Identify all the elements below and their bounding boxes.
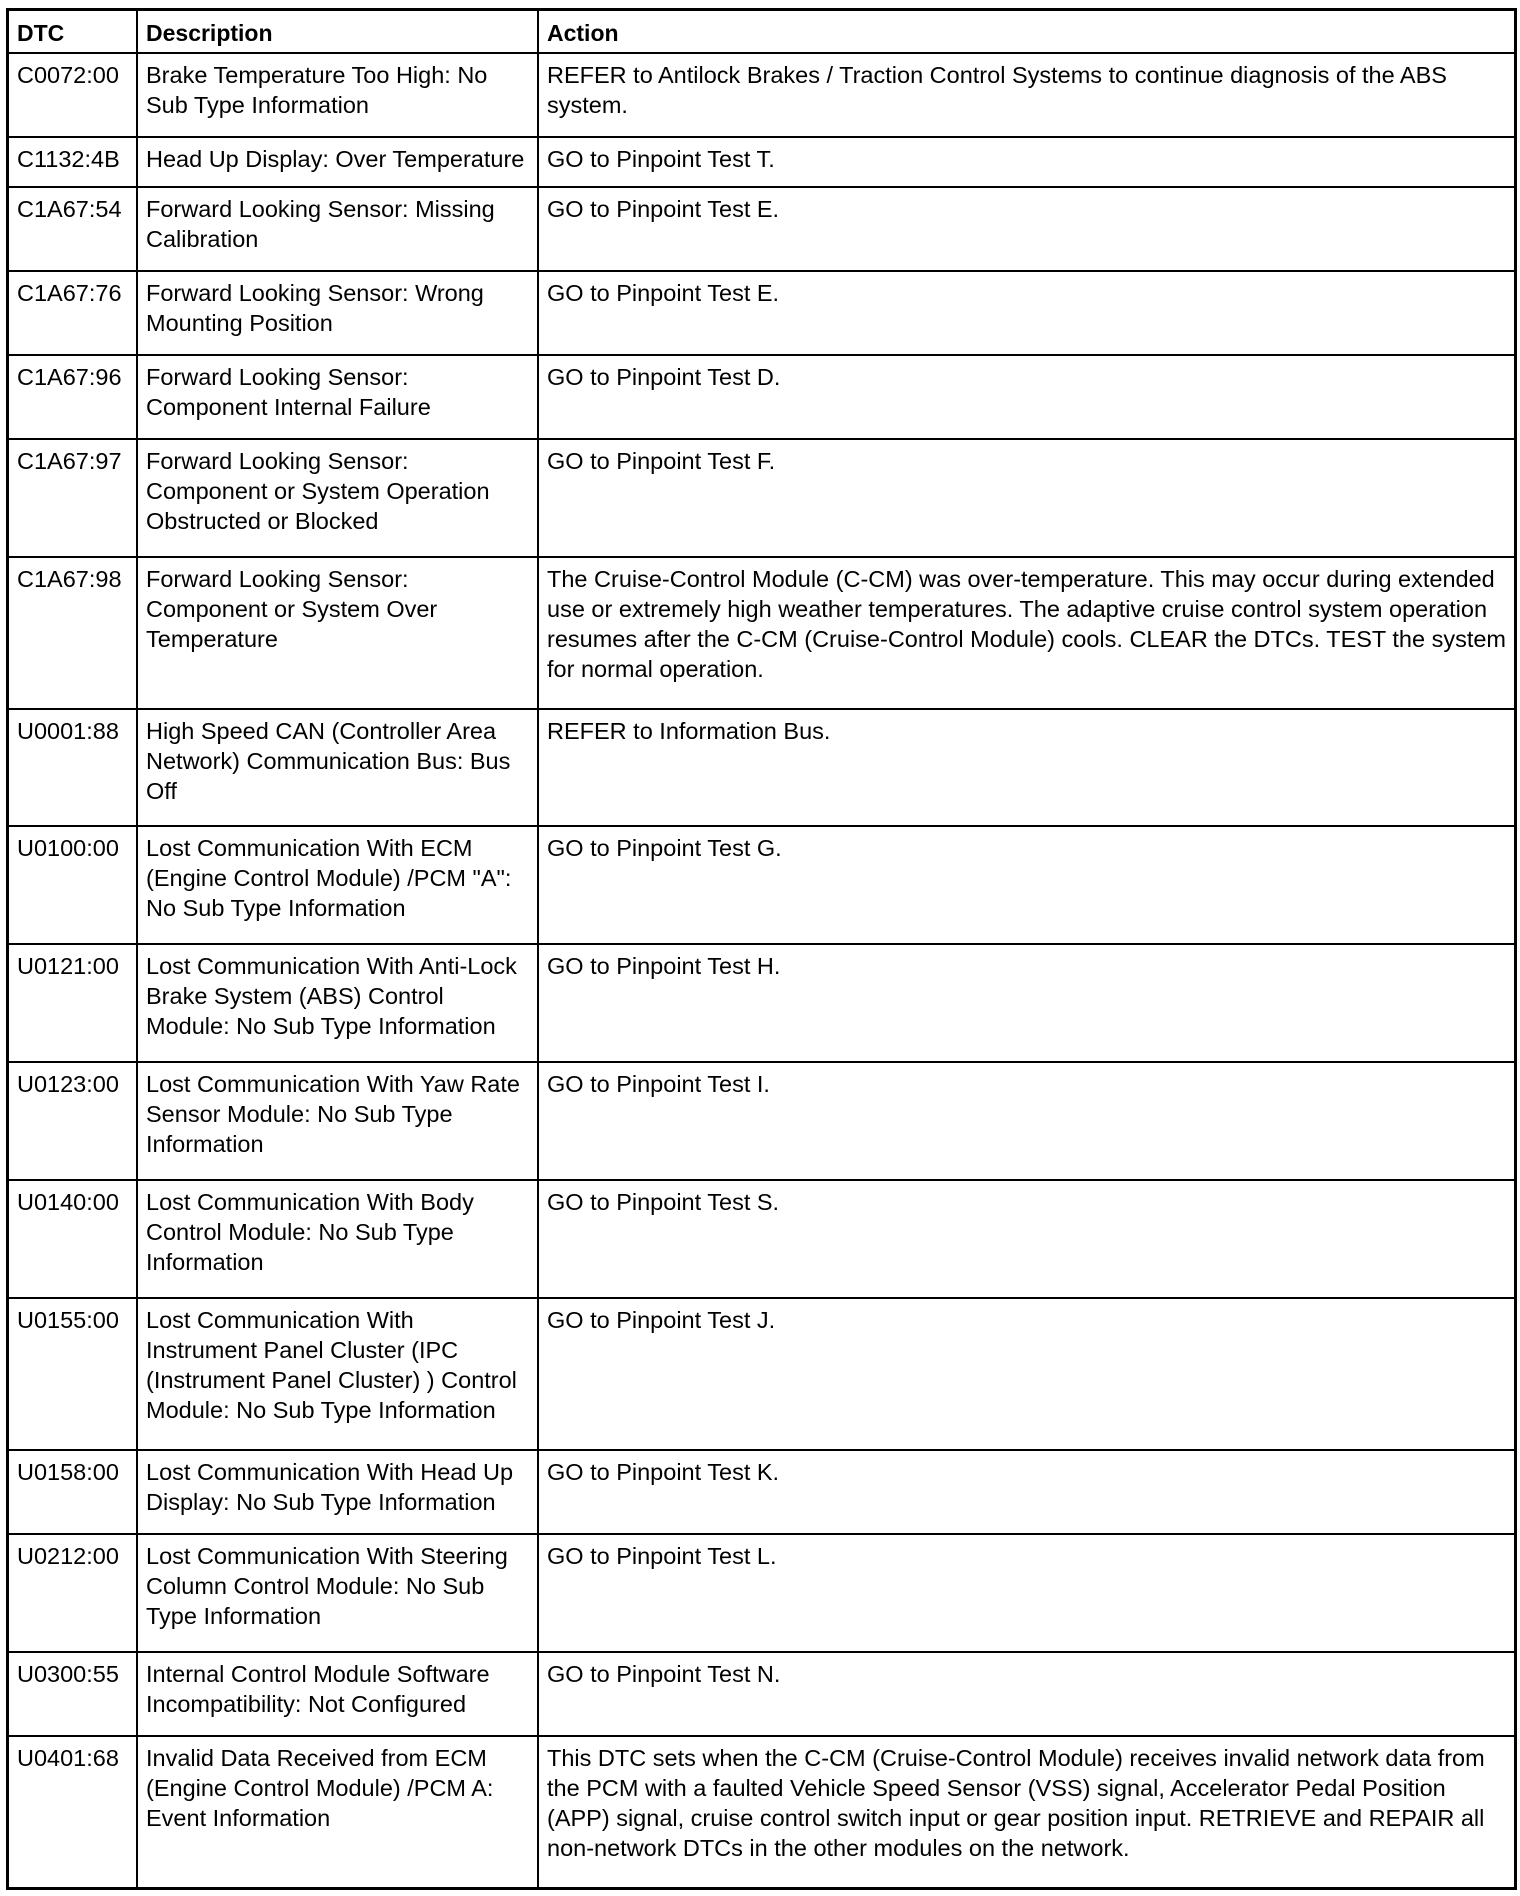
action-cell: GO to Pinpoint Test K.: [538, 1450, 1514, 1534]
table-row: [9, 709, 1514, 827]
action-cell: GO to Pinpoint Test S.: [538, 1180, 1514, 1298]
dtc-code-cell: U0121:00: [9, 944, 137, 1062]
description-cell: Lost Communication With Steering Column Control Module: No Sub Type Information: [137, 1534, 538, 1652]
action-cell: GO to Pinpoint Test H.: [538, 944, 1514, 1062]
dtc-code-cell: U0158:00: [9, 1450, 137, 1534]
action-cell: REFER to Antilock Brakes / Traction Control Systems to continue diagnosis of the ABS system.: [538, 53, 1514, 137]
dtc-code-cell: U0212:00: [9, 1534, 137, 1652]
table-row: [9, 944, 1514, 1062]
table-row: [9, 1736, 1514, 1887]
column-header-action: Action: [538, 11, 1514, 53]
description-cell: Invalid Data Received from ECM (Engine Control Module) /PCM A: Event Information: [137, 1736, 538, 1887]
action-cell: This DTC sets when the C-CM (Cruise-Control Module) receives invalid network data from the PCM with a faulted Vehicle Speed Sensor (VSS) signal, Accelerator Pedal Position (APP) signal, cruise control switch input or gear position input. RETRIEVE and REPAIR all non-network DTCs in the other modules on the network.: [538, 1736, 1514, 1887]
dtc-code-cell: C1A67:76: [9, 271, 137, 355]
description-cell: Brake Temperature Too High: No Sub Type Information: [137, 53, 538, 137]
dtc-table-frame: [6, 8, 1517, 1890]
dtc-code-cell: U0100:00: [9, 826, 137, 944]
table-row: [9, 355, 1514, 439]
dtc-code-cell: U0401:68: [9, 1736, 137, 1887]
action-cell: GO to Pinpoint Test I.: [538, 1062, 1514, 1180]
description-cell: Head Up Display: Over Temperature: [137, 137, 538, 187]
column-header-dtc: DTC: [9, 11, 137, 53]
action-cell: GO to Pinpoint Test F.: [538, 439, 1514, 557]
table-row: [9, 826, 1514, 944]
table-row: [9, 557, 1514, 709]
dtc-code-cell: U0155:00: [9, 1298, 137, 1450]
description-cell: Forward Looking Sensor: Component Internal Failure: [137, 355, 538, 439]
table-row: [9, 1534, 1514, 1652]
description-cell: Lost Communication With Anti-Lock Brake System (ABS) Control Module: No Sub Type Information: [137, 944, 538, 1062]
action-cell: The Cruise-Control Module (C-CM) was over-temperature. This may occur during extended use or extremely high weather temperatures. The adaptive cruise control system operation resumes after the C-CM (Cruise-Control Module) cools. CLEAR the DTCs. TEST the system for normal operation.: [538, 557, 1514, 709]
dtc-code-cell: C1A67:54: [9, 187, 137, 271]
action-cell: GO to Pinpoint Test E.: [538, 187, 1514, 271]
action-cell: REFER to Information Bus.: [538, 709, 1514, 827]
table-row: [9, 1652, 1514, 1736]
description-cell: High Speed CAN (Controller Area Network) Communication Bus: Bus Off: [137, 709, 538, 827]
description-cell: Lost Communication With Body Control Module: No Sub Type Information: [137, 1180, 538, 1298]
dtc-code-cell: C1A67:97: [9, 439, 137, 557]
description-cell: Forward Looking Sensor: Wrong Mounting Position: [137, 271, 538, 355]
description-cell: Forward Looking Sensor: Component or System Over Temperature: [137, 557, 538, 709]
action-cell: GO to Pinpoint Test N.: [538, 1652, 1514, 1736]
action-cell: GO to Pinpoint Test E.: [538, 271, 1514, 355]
table-row: [9, 271, 1514, 355]
action-cell: GO to Pinpoint Test D.: [538, 355, 1514, 439]
description-cell: Internal Control Module Software Incompatibility: Not Configured: [137, 1652, 538, 1736]
action-cell: GO to Pinpoint Test J.: [538, 1298, 1514, 1450]
table-row: [9, 1062, 1514, 1180]
description-cell: Lost Communication With Instrument Panel Cluster (IPC (Instrument Panel Cluster) ) Control Module: No Sub Type Information: [137, 1298, 538, 1450]
description-cell: Lost Communication With Yaw Rate Sensor Module: No Sub Type Information: [137, 1062, 538, 1180]
description-cell: Forward Looking Sensor: Component or System Operation Obstructed or Blocked: [137, 439, 538, 557]
dtc-table: [9, 11, 1514, 1887]
dtc-code-cell: U0001:88: [9, 709, 137, 827]
action-cell: GO to Pinpoint Test L.: [538, 1534, 1514, 1652]
action-cell: GO to Pinpoint Test T.: [538, 137, 1514, 187]
dtc-code-cell: C1132:4B: [9, 137, 137, 187]
table-row: [9, 439, 1514, 557]
action-cell: GO to Pinpoint Test G.: [538, 826, 1514, 944]
description-cell: Lost Communication With Head Up Display: No Sub Type Information: [137, 1450, 538, 1534]
dtc-code-cell: C1A67:98: [9, 557, 137, 709]
description-cell: Lost Communication With ECM (Engine Control Module) /PCM "A": No Sub Type Information: [137, 826, 538, 944]
dtc-code-cell: U0140:00: [9, 1180, 137, 1298]
table-row: [9, 53, 1514, 137]
table-row: [9, 187, 1514, 271]
column-header-description: Description: [137, 11, 538, 53]
description-cell: Forward Looking Sensor: Missing Calibration: [137, 187, 538, 271]
dtc-code-cell: U0123:00: [9, 1062, 137, 1180]
dtc-code-cell: C1A67:96: [9, 355, 137, 439]
dtc-code-cell: C0072:00: [9, 53, 137, 137]
table-header-row: [9, 11, 1514, 53]
table-row: [9, 137, 1514, 187]
table-row: [9, 1180, 1514, 1298]
table-row: [9, 1298, 1514, 1450]
table-row: [9, 1450, 1514, 1534]
dtc-code-cell: U0300:55: [9, 1652, 137, 1736]
